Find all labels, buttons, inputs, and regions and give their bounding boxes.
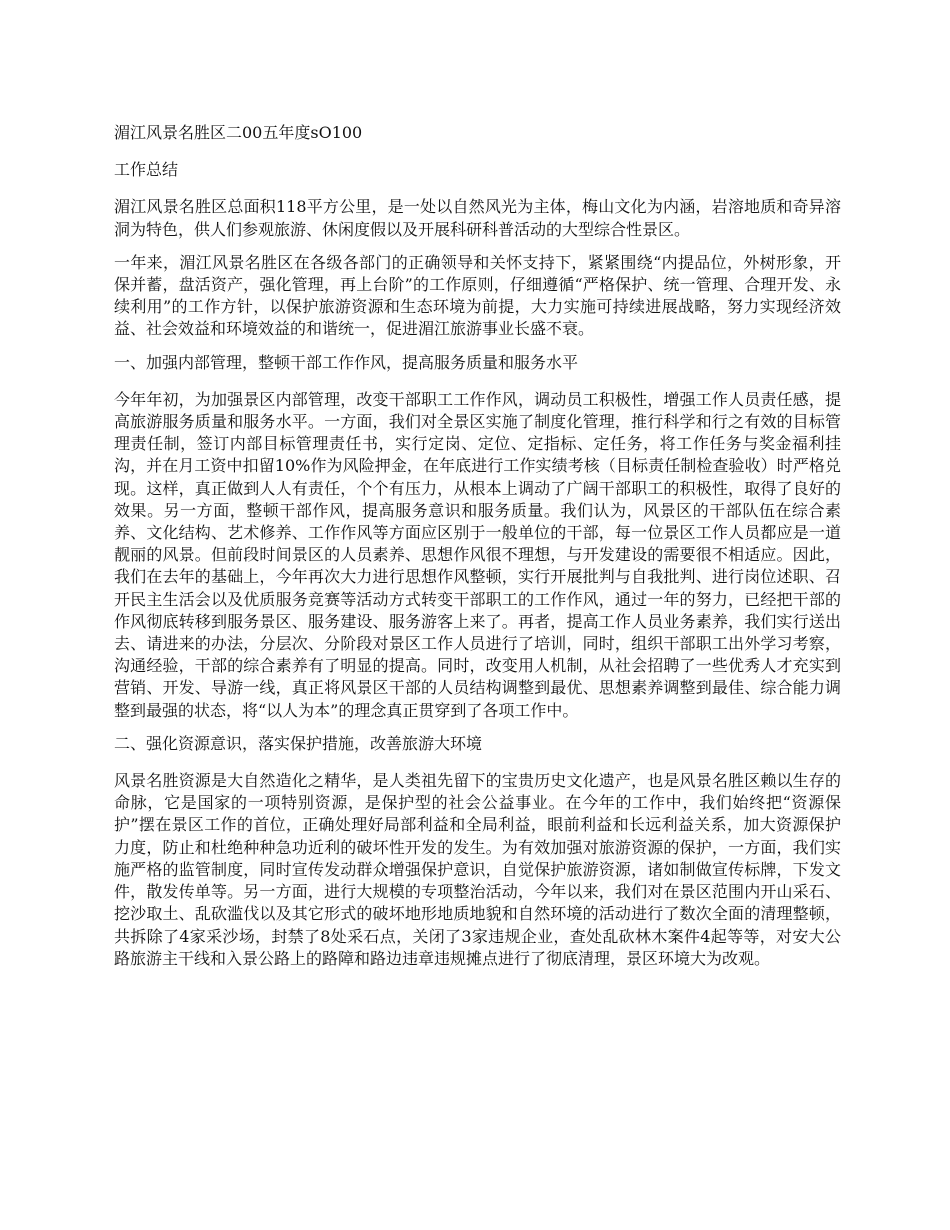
document-subtitle: 工作总结 [114, 160, 179, 180]
document-title: 湄江风景名胜区二00五年度sO100 [114, 123, 363, 142]
document-page [114, 122, 841, 981]
section-1-heading: 一、加强内部管理，整顿干部工作作风，提高服务质量和服务水平 [114, 352, 579, 372]
overview-paragraph: 一年来，湄江风景名胜区在各级各部门的正确领导和关怀支持下，紧紧围绕“内提品位，外树形象，开保并蓄，盘活资产，强化管理，再上台阶”的工作原则，仔细遵循“严格保护、统一管理、合理开发、永续利用”的工作方针，以保护旅游资源和生态环境为前提，大力实施可持续进展战略，努力实现经济效益、社会效益和环境效益的和谐统一，促进湄江旅游事业长盛不衰。 [114, 252, 841, 339]
section-2-body: 风景名胜资源是大自然造化之精华，是人类祖先留下的宝贵历史文化遗产，也是风景名胜区赖以生存的命脉，它是国家的一项特别资源，是保护型的社会公益事业。在今年的工作中，我们始终把“资源保护”摆在景区工作的首位，正确处理好局部利益和全局利益，眼前利益和长远利益关系，加大资源保护力度，防止和杜绝种种急功近利的破坏性开发的发生。为有效加强对旅游资源的保护，一方面，我们实施严格的监管制度，同时宣传发动群众增强保护意识，自觉保护旅游资源，诸如制做宣传标牌，下发文件，散发传单等。另一方面，进行大规模的专项整治活动，今年以来，我们对在景区范围内开山采石、挖沙取土、乱砍滥伐以及其它形式的破坏地形地质地貌和自然环境的活动进行了数次全面的清理整顿，共拆除了4家采沙场，封禁了8处采石点，关闭了3家违规企业，查处乱砍林木案件4起等等，对安大公路旅游主干线和入景公路上的路障和路边违章违规摊点进行了彻底清理，景区环境大为改观。 [114, 771, 841, 968]
section-1-body: 今年年初，为加强景区内部管理，改变干部职工工作作风，调动员工积极性，增强工作人员责任感，提高旅游服务质量和服务水平。一方面，我们对全景区实施了制度化管理，推行科学和行之有效的目标管理责任制，签订内部目标管理责任书，实行定岗、定位、定指标、定任务，将工作任务与奖金福利挂沟，并在月工资中扣留10%作为风险押金，在年底进行工作实绩考核（目标责任制检查验收）时严格兑现。这样，真正做到人人有责任，个个有压力，从根本上调动了广阔干部职工的积极性，取得了良好的效果。另一方面，整顿干部作风，提高服务意识和服务质量。我们认为，风景区的干部队伍在综合素养、文化结构、艺术修养、工作作风等方面应区别于一般单位的干部，每一位景区工作人员都应是一道靓丽的风景。但前段时间景区的人员素养、思想作风很不理想，与开发建设的需要很不相适应。因此，我们在去年的基础上，今年再次大力进行思想作风整顿，实行开展批判与自我批判、进行岗位述职、召开民主生活会以及优质服务竞赛等活动方式转变干部职工的工作作风，通过一年的努力，已经把干部的作风彻底转移到服务景区、服务建设、服务游客上来了。再者，提高工作人员业务素养，我们实行送出去、请进来的办法，分层次、分阶段对景区工作人员进行了培训，同时，组织干部职工出外学习考察，沟通经验，干部的综合素养有了明显的提高。同时，改变用人机制，从社会招聘了一些优秀人才充实到营销、开发、导游一线，真正将风景区干部的人员结构调整到最优、思想素养调整到最佳、综合能力调整到最强的状态，将“以人为本”的理念真正贯穿到了各项工作中。 [114, 389, 841, 720]
section-2-heading: 二、强化资源意识，落实保护措施，改善旅游大环境 [114, 733, 483, 753]
intro-paragraph: 湄江风景名胜区总面积118平方公里，是一处以自然风光为主体，梅山文化为内涵，岩溶地质和奇异溶洞为特色，供人们参观旅游、休闲度假以及开展科研科普活动的大型综合性景区。 [114, 197, 841, 239]
